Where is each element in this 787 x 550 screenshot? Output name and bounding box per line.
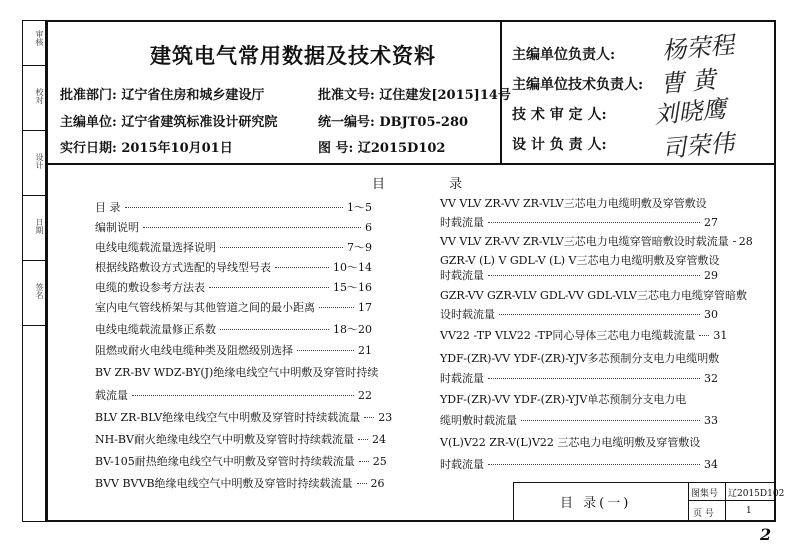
signature: 曹 黄 xyxy=(659,65,717,99)
toc-entry xyxy=(95,409,393,425)
toc-entry xyxy=(95,342,372,358)
page-title: 建筑电气常用数据及技术资料 xyxy=(150,43,436,68)
toc-entry xyxy=(95,431,386,447)
toc-entry-title: BV ZR-BV WDZ-BY(J)绝缘电线空气中明敷及穿管时持续 xyxy=(95,366,379,379)
toc-entry-page: 30 xyxy=(704,308,718,321)
toc-entry-title: VV VLV ZR-VV ZR-VLV三芯电力电缆穿管暗敷设时载流量 xyxy=(440,235,729,248)
toc-entry-title: VV22 -TP VLV22 -TP同心导体三芯电力电缆载流量 xyxy=(440,329,696,342)
side-label: 签名 xyxy=(35,283,44,299)
toc-entry xyxy=(95,299,372,315)
page-number: 2 xyxy=(760,525,772,544)
toc-entry xyxy=(440,412,718,428)
toc-entry xyxy=(440,327,728,343)
approval-dept xyxy=(60,84,264,103)
unified-no xyxy=(318,111,468,130)
signature: 杨荣程 xyxy=(661,30,736,66)
toc-entry xyxy=(95,453,387,469)
toc-entry-page: 15～16 xyxy=(333,281,372,294)
role-label: 主编单位负责人: xyxy=(512,47,616,63)
toc-entry-page: 6 xyxy=(365,221,372,234)
unified-no-value: DBJT05-280 xyxy=(379,115,469,130)
toc-entry xyxy=(440,267,718,283)
toc-entry-page: 24 xyxy=(371,433,386,446)
toc-entry xyxy=(95,219,372,235)
toc-heading: 目 录 xyxy=(372,177,493,192)
side-label: 校对 xyxy=(35,88,44,104)
toc-entry xyxy=(440,214,718,230)
toc-entry xyxy=(440,456,718,472)
toc-entry-page: 29 xyxy=(704,269,718,282)
toc-entry xyxy=(440,306,718,322)
toc-entry-title: 目 录 xyxy=(95,201,121,214)
editor-unit-value: 辽宁省建筑标准设计研究院 xyxy=(121,115,278,130)
title-block-name: 目 录(一) xyxy=(560,496,632,511)
toc-entry-page: 26 xyxy=(370,477,385,490)
toc-entry xyxy=(95,199,372,215)
side-label: 审核 xyxy=(35,30,44,46)
toc-entry-page: 7～9 xyxy=(347,241,372,254)
toc-entry-title: VV VLV ZR-VV ZR-VLV三芯电力电缆明敷及穿管敷设 xyxy=(440,197,707,210)
impl-date xyxy=(60,137,233,156)
toc-entry xyxy=(95,279,372,295)
role-label: 设 计 负 责 人: xyxy=(512,137,607,153)
toc-entry-title: 载流量 xyxy=(95,389,128,402)
approval-doc xyxy=(318,84,511,103)
impl-date-value: 2015年10月01日 xyxy=(121,141,233,156)
impl-date-label: 实行日期: xyxy=(60,141,117,156)
toc-entry xyxy=(95,239,372,255)
atlas-no-value: 辽2015D102 xyxy=(357,141,446,156)
side-strip-cells xyxy=(22,20,46,522)
toc-entry-page: 31 xyxy=(713,329,728,342)
atlas-label: 图集号 xyxy=(691,489,719,499)
toc-entry-title: 缆明敷时载流量 xyxy=(440,414,517,427)
atlas-no xyxy=(318,137,445,156)
toc-entry-page: 34 xyxy=(704,458,718,471)
approval-doc-label: 批准文号: xyxy=(318,88,375,103)
toc-entry-title: 设时载流量 xyxy=(440,308,495,321)
toc-entry-title: 时载流量 xyxy=(440,372,484,385)
toc-entry-page: 27 xyxy=(704,216,718,229)
side-label: 设计 xyxy=(35,153,44,169)
toc-entry-title: 时载流量 xyxy=(440,216,484,229)
toc-entry-title: 室内电气管线桥架与其他管道之间的最小距离 xyxy=(95,301,315,314)
toc-entry xyxy=(95,321,372,337)
toc-entry xyxy=(95,475,385,491)
editor-unit-label: 主编单位: xyxy=(60,115,117,130)
toc-entry-title: 电线电缆载流量修正系数 xyxy=(95,323,216,336)
toc-entry xyxy=(440,233,753,249)
toc-entry xyxy=(95,387,372,403)
toc-entry-title: NH-BV耐火绝缘电线空气中明敷及穿管时持续载流量 xyxy=(95,433,354,446)
toc-entry-title: YDF-(ZR)-VV YDF-(ZR)-YJV单芯预制分支电力电 xyxy=(440,393,687,406)
toc-entry-page: 1～5 xyxy=(347,201,372,214)
toc-entry-page: 10～14 xyxy=(333,261,372,274)
page-label: 页 号 xyxy=(693,509,714,519)
toc-entry-page: 25 xyxy=(372,455,387,468)
toc-entry-page: 22 xyxy=(358,389,372,402)
side-label: 日期 xyxy=(35,218,44,234)
signature: 刘晓鹰 xyxy=(653,94,728,130)
toc-entry-title: BVV BVVB绝缘电线空气中明敷及穿管时持续载流量 xyxy=(95,477,353,490)
signature: 司荣伟 xyxy=(661,128,736,164)
toc-entry-page: 17 xyxy=(358,301,372,314)
page-value: 1 xyxy=(746,506,752,516)
approval-doc-value: 辽住建发[2015]14号 xyxy=(379,88,511,103)
toc-entry xyxy=(95,259,372,275)
toc-entry-title: BLV ZR-BLV绝缘电线空气中明敷及穿管时持续载流量 xyxy=(95,411,361,424)
toc-entry-title: V(L)V22 ZR-V(L)V22 三芯电力电缆明敷及穿管敷设 xyxy=(440,436,701,449)
approval-dept-value: 辽宁省住房和城乡建设厅 xyxy=(121,88,265,103)
toc-entry-title: 时载流量 xyxy=(440,458,484,471)
editor-unit xyxy=(60,111,277,130)
toc-entry-title: 根据线路敷设方式选配的导线型号表 xyxy=(95,261,271,274)
atlas-no-label: 图 号: xyxy=(318,141,354,156)
toc-entry-title: 阻燃或耐火电线电缆种类及阻燃级别选择 xyxy=(95,344,293,357)
toc-entry-title: 时载流量 xyxy=(440,269,484,282)
toc-entry-page: 18～20 xyxy=(333,323,372,336)
toc-entry-title: 编制说明 xyxy=(95,221,139,234)
atlas-value: 辽2015D102 xyxy=(728,489,785,499)
toc-entry-title: 电线电缆载流量选择说明 xyxy=(95,241,216,254)
toc-entry-page: 23 xyxy=(378,411,393,424)
toc-entry xyxy=(440,370,718,386)
role-label: 技 术 审 定 人: xyxy=(512,107,607,123)
role-label: 主编单位技术负责人: xyxy=(512,77,644,93)
toc-entry-page: 21 xyxy=(358,344,372,357)
toc-entry-page: 28 xyxy=(738,235,753,248)
toc-entry-title: YDF-(ZR)-VV YDF-(ZR)-YJV多芯预制分支电力电缆明敷 xyxy=(440,352,720,365)
toc-entry-page: 32 xyxy=(704,372,718,385)
toc-entry-title: 电缆的敷设参考方法表 xyxy=(95,281,205,294)
approval-dept-label: 批准部门: xyxy=(60,88,117,103)
toc-entry-page: 33 xyxy=(704,414,718,427)
toc-entry-title: GZR-V (L) V GDL-V (L) V三芯电力电缆明敷及穿管敷设 xyxy=(440,254,720,267)
unified-no-label: 统一编号: xyxy=(318,115,375,130)
toc-entry-title: GZR-VV GZR-VLV GDL-VV GDL-VLV三芯电力电缆穿管暗敷 xyxy=(440,289,747,302)
toc-entry-title: BV-105耐热绝缘电线空气中明敷及穿管时持续载流量 xyxy=(95,455,355,468)
